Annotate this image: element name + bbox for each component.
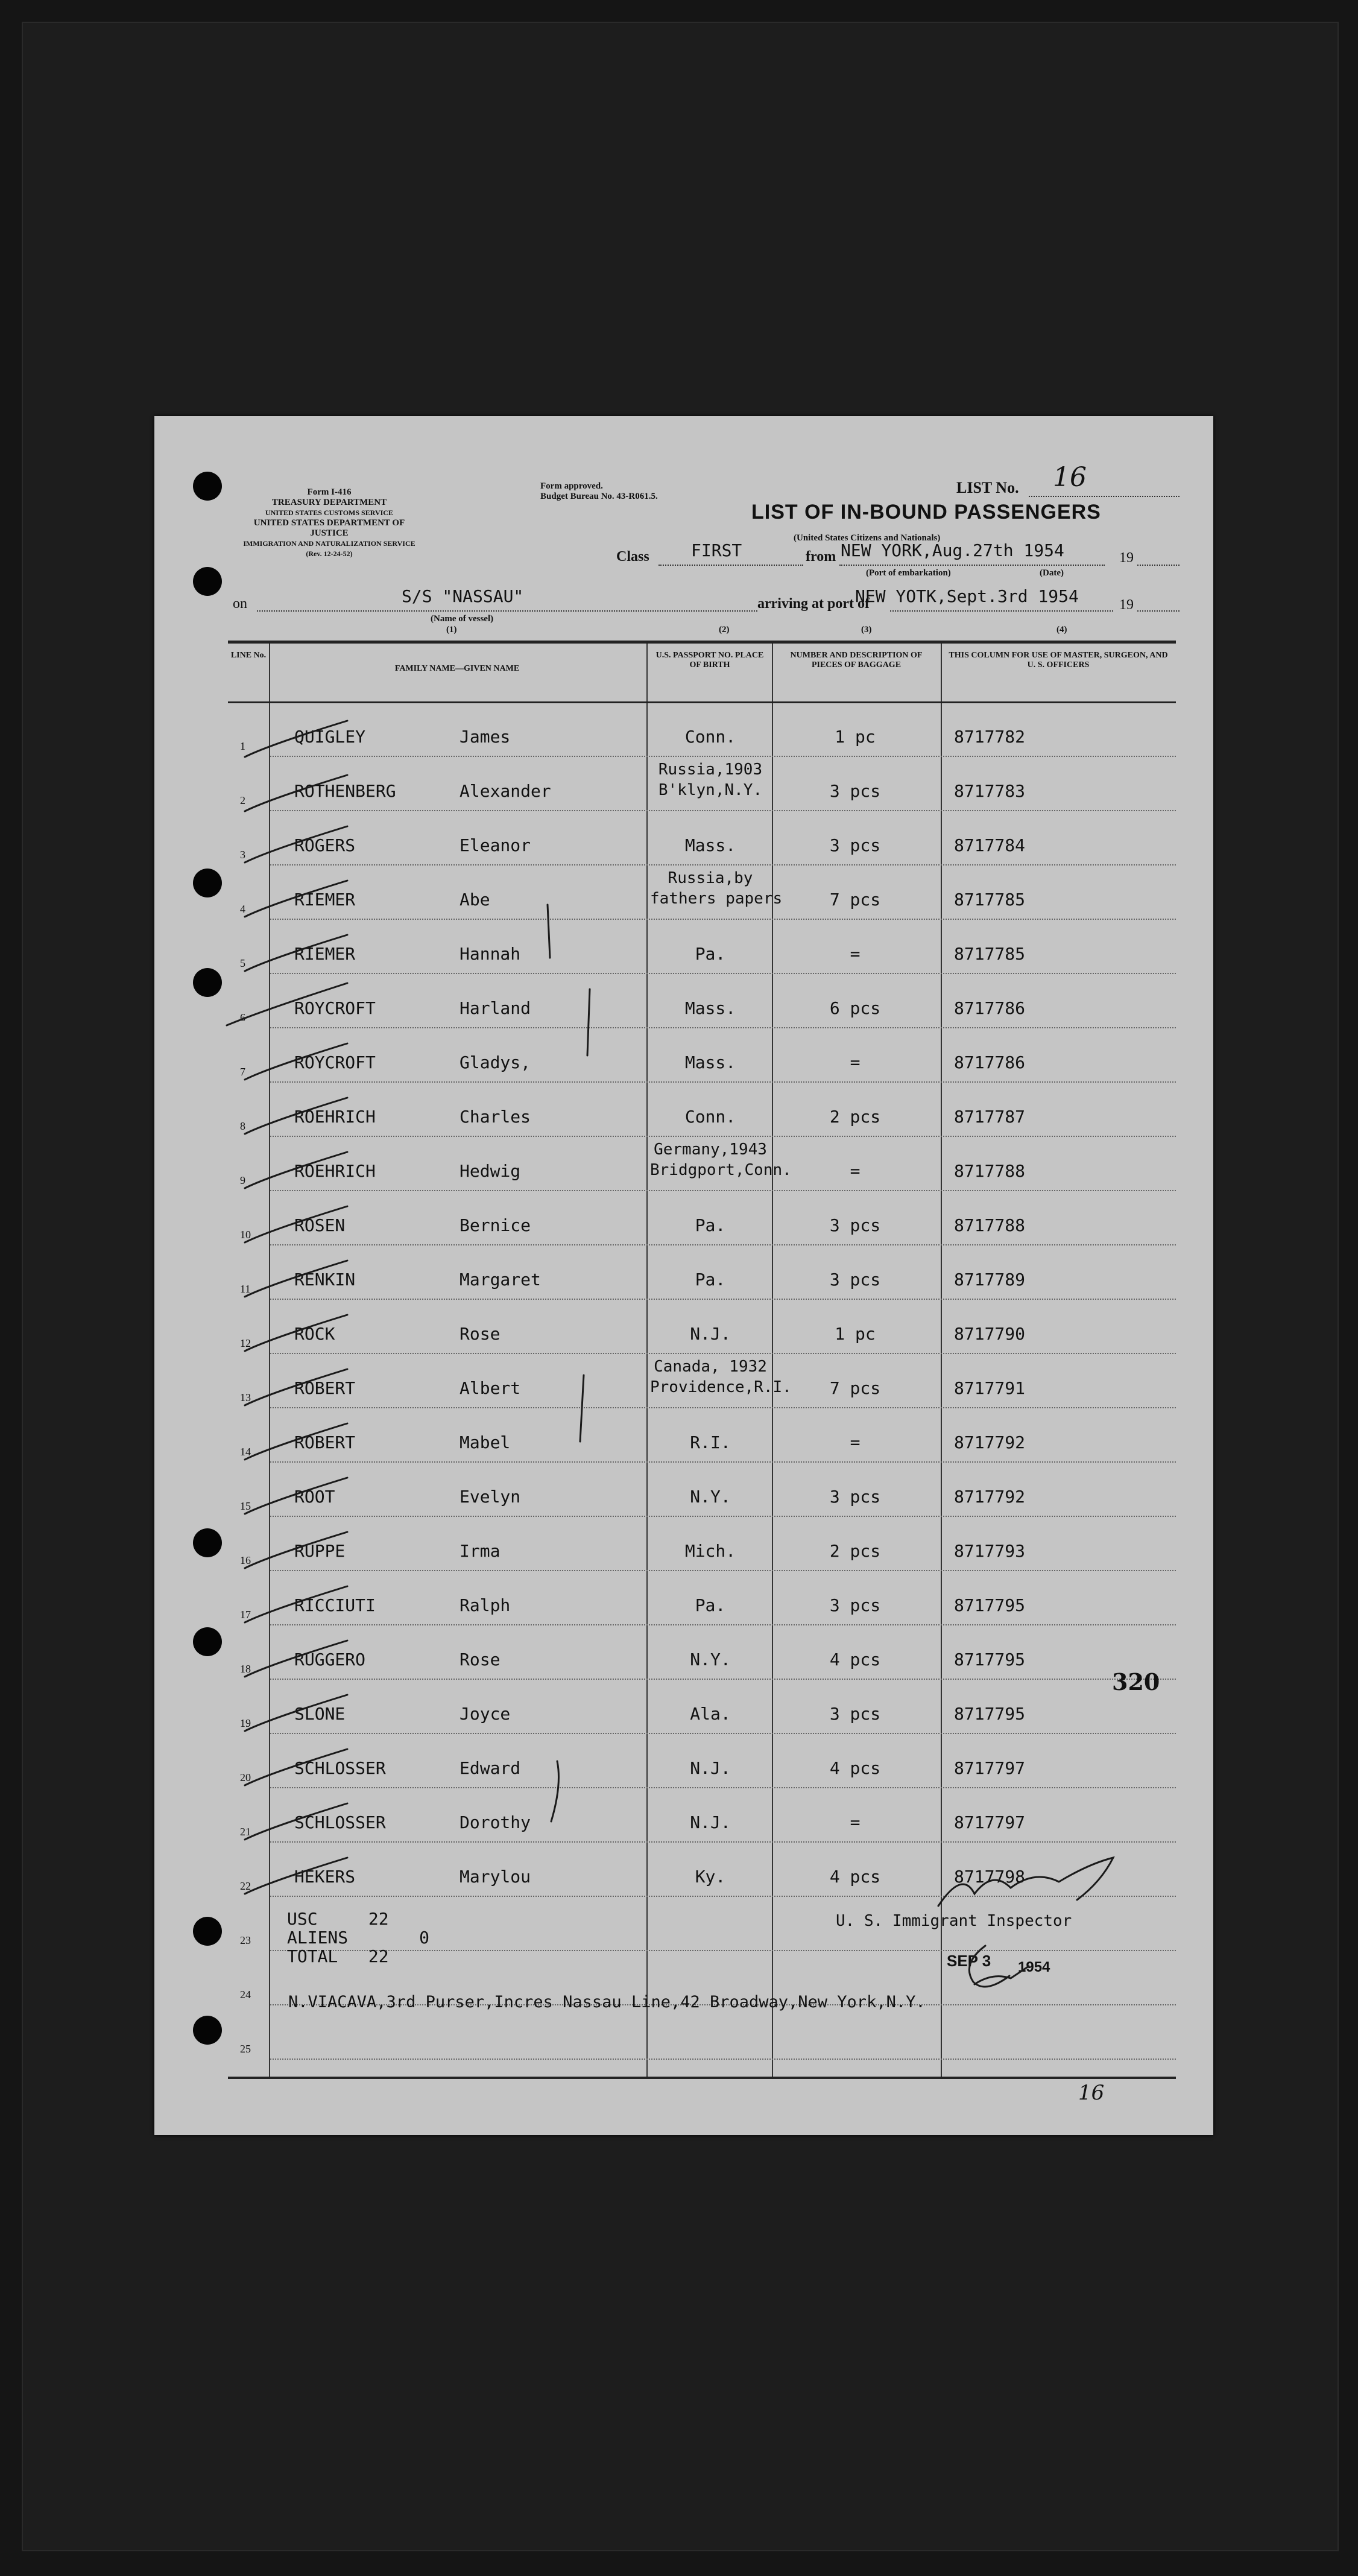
given-name: Charles bbox=[460, 1107, 531, 1127]
vessel-caption: (Name of vessel) bbox=[431, 614, 494, 624]
family-name: ROOT bbox=[294, 1487, 335, 1507]
department-subname: IMMIGRATION AND NATURALIZATION SERVICE bbox=[243, 539, 415, 548]
place-of-birth: R.I. bbox=[690, 1432, 731, 1452]
table-row bbox=[228, 1843, 1176, 1897]
place-of-birth: Ala. bbox=[690, 1704, 731, 1724]
line-number: 25 bbox=[240, 2043, 251, 2055]
given-name: Irma bbox=[460, 1541, 501, 1561]
baggage-count: 2 pcs bbox=[829, 1541, 881, 1561]
officer-reference-number: 8717784 bbox=[954, 835, 1026, 855]
place-of-birth: Mich. bbox=[684, 1541, 736, 1561]
baggage-count: 3 pcs bbox=[829, 781, 881, 801]
family-name: ROEHRICH bbox=[294, 1107, 376, 1127]
baggage-count: = bbox=[850, 1052, 861, 1072]
line-number: 7 bbox=[240, 1066, 245, 1078]
given-name: Albert bbox=[460, 1378, 521, 1398]
family-name: SCHLOSSER bbox=[294, 1758, 386, 1778]
from-underline bbox=[839, 565, 1105, 566]
place-of-birth: N.Y. bbox=[690, 1487, 731, 1507]
form-number: Form I-416 bbox=[307, 487, 352, 497]
table-row bbox=[228, 1300, 1176, 1354]
baggage-count: 1 pc bbox=[835, 727, 876, 747]
table-row bbox=[228, 1245, 1176, 1300]
given-name: Harland bbox=[460, 998, 531, 1018]
place-of-birth: Russia,1903 bbox=[658, 761, 763, 779]
table-row bbox=[228, 1517, 1176, 1571]
page-subtitle: (United States Citizens and Nationals) bbox=[794, 533, 941, 543]
officer-reference-number: 8717786 bbox=[954, 998, 1026, 1018]
officer-reference-number: 8717789 bbox=[954, 1270, 1026, 1290]
table-row bbox=[228, 1734, 1176, 1788]
given-name: Rose bbox=[460, 1324, 501, 1344]
binder-hole bbox=[193, 567, 222, 596]
family-name: RENKIN bbox=[294, 1270, 356, 1290]
place-of-birth-line2: B'klyn,N.Y. bbox=[658, 781, 763, 799]
place-of-birth: Pa. bbox=[695, 944, 726, 964]
family-name: ROGERS bbox=[294, 835, 356, 855]
baggage-count: 3 pcs bbox=[829, 835, 881, 855]
col-officers-header: THIS COLUMN FOR USE OF MASTER, SURGEON, AND U. S. OFFICERS bbox=[949, 651, 1168, 669]
baggage-count: = bbox=[850, 944, 861, 964]
officer-reference-number: 8717795 bbox=[954, 1704, 1026, 1724]
page-title: LIST OF IN-BOUND PASSENGERS bbox=[751, 501, 1101, 524]
line-number: 14 bbox=[240, 1446, 251, 1458]
baggage-count: 3 pcs bbox=[829, 1270, 881, 1290]
total-label: TOTAL bbox=[287, 1946, 338, 1966]
baggage-count: = bbox=[850, 1161, 861, 1181]
place-of-birth: Mass. bbox=[684, 1052, 736, 1072]
place-of-birth-line2: Providence,R.I. bbox=[650, 1378, 792, 1396]
officer-reference-number: 8717785 bbox=[954, 944, 1026, 964]
place-of-birth: Conn. bbox=[684, 1107, 736, 1127]
table-row bbox=[228, 703, 1176, 757]
table-row bbox=[228, 866, 1176, 920]
class-value: FIRST bbox=[691, 540, 742, 560]
line-number: 22 bbox=[240, 1880, 251, 1892]
column-caption-4: (4) bbox=[1056, 625, 1067, 635]
on-label: on bbox=[233, 596, 247, 612]
table-row bbox=[228, 757, 1176, 811]
line-number: 23 bbox=[240, 1934, 251, 1946]
family-name: RICCIUTI bbox=[294, 1595, 376, 1615]
family-name: RUPPE bbox=[294, 1541, 346, 1561]
baggage-count: 3 pcs bbox=[829, 1704, 881, 1724]
place-of-birth: Mass. bbox=[684, 998, 736, 1018]
class-label: Class bbox=[616, 549, 649, 565]
place-of-birth: N.J. bbox=[690, 1812, 731, 1832]
place-of-birth: Germany,1943 bbox=[654, 1141, 767, 1159]
place-of-birth: N.Y. bbox=[690, 1650, 731, 1669]
revision-date: (Rev. 12-24-52) bbox=[306, 549, 353, 558]
family-name: ROCK bbox=[294, 1324, 335, 1344]
given-name: Margaret bbox=[460, 1270, 541, 1290]
place-of-birth: Mass. bbox=[684, 835, 736, 855]
table-row bbox=[228, 1571, 1176, 1625]
officer-reference-number: 8717787 bbox=[954, 1107, 1026, 1127]
binder-hole bbox=[193, 1917, 222, 1946]
line-number: 2 bbox=[240, 794, 245, 806]
given-name: Gladys, bbox=[460, 1052, 531, 1072]
embarkation-caption: (Port of embarkation) bbox=[866, 568, 951, 578]
place-of-birth: N.J. bbox=[690, 1324, 731, 1344]
officer-reference-number: 8717785 bbox=[954, 890, 1026, 910]
table-row bbox=[228, 2005, 1176, 2060]
place-of-birth: Canada, 1932 bbox=[654, 1358, 767, 1376]
line-number: 24 bbox=[240, 1989, 251, 2001]
officer-reference-number: 8717792 bbox=[954, 1487, 1026, 1507]
col-baggage-header: NUMBER AND DESCRIPTION OF PIECES OF BAGGAGE bbox=[790, 651, 923, 669]
total-count: 22 bbox=[368, 1946, 389, 1966]
place-of-birth: Pa. bbox=[695, 1215, 726, 1235]
family-name: ROBERT bbox=[294, 1378, 356, 1398]
given-name: Joyce bbox=[460, 1704, 511, 1724]
given-name: Edward bbox=[460, 1758, 521, 1778]
aliens-label: ALIENS bbox=[287, 1928, 349, 1948]
form-approved-text: Form approved. bbox=[540, 481, 603, 491]
table-row bbox=[228, 920, 1176, 974]
column-caption-2: (2) bbox=[719, 625, 730, 635]
year-prefix: 19 bbox=[1119, 550, 1134, 566]
baggage-count: 4 pcs bbox=[829, 1650, 881, 1669]
col-passport-header: U.S. PASSPORT NO. PLACE OF BIRTH bbox=[655, 651, 764, 669]
table-row bbox=[228, 1625, 1176, 1680]
family-name: RIEMER bbox=[294, 890, 356, 910]
officer-reference-number: 8717793 bbox=[954, 1541, 1026, 1561]
given-name: Bernice bbox=[460, 1215, 531, 1235]
baggage-count: 4 pcs bbox=[829, 1758, 881, 1778]
place-of-birth: Pa. bbox=[695, 1270, 726, 1290]
family-name: ROYCROFT bbox=[294, 1052, 376, 1072]
arriving-label: arriving at port of bbox=[757, 596, 870, 612]
list-number-label: LIST No. bbox=[956, 479, 1019, 496]
officer-reference-number: 8717795 bbox=[954, 1650, 1026, 1669]
vessel-name: S/S "NASSAU" bbox=[402, 586, 524, 606]
usc-count: 22 bbox=[368, 1909, 389, 1929]
table-row bbox=[228, 1463, 1176, 1517]
table-row bbox=[228, 811, 1176, 866]
baggage-count: 7 pcs bbox=[829, 890, 881, 910]
family-name: SCHLOSSER bbox=[294, 1812, 386, 1832]
col-name-header: FAMILY NAME—GIVEN NAME bbox=[394, 664, 520, 673]
officer-reference-number: 8717788 bbox=[954, 1215, 1026, 1235]
line-number: 9 bbox=[240, 1174, 245, 1186]
budget-bureau-text: Budget Bureau No. 43-R061.5. bbox=[540, 492, 658, 501]
table-row bbox=[228, 1137, 1176, 1191]
given-name: Dorothy bbox=[460, 1812, 531, 1832]
place-of-birth: Ky. bbox=[695, 1867, 726, 1887]
department-block bbox=[239, 487, 420, 559]
class-underline bbox=[658, 565, 803, 566]
line-number: 3 bbox=[240, 849, 245, 861]
table-row bbox=[228, 1191, 1176, 1245]
line-number: 6 bbox=[240, 1011, 245, 1024]
baggage-count: 3 pcs bbox=[829, 1215, 881, 1235]
given-name: Rose bbox=[460, 1650, 501, 1669]
port-of-embarkation: NEW YORK,Aug.27th 1954 bbox=[841, 540, 1064, 560]
column-caption-3: (3) bbox=[861, 625, 872, 635]
given-name: Ralph bbox=[460, 1595, 511, 1615]
given-name: Hannah bbox=[460, 944, 521, 964]
table-row bbox=[228, 974, 1176, 1028]
officer-reference-number: 8717797 bbox=[954, 1812, 1026, 1832]
table-row bbox=[228, 1028, 1176, 1083]
given-name: Alexander bbox=[460, 781, 551, 801]
baggage-count: 1 pc bbox=[835, 1324, 876, 1344]
family-name: SLONE bbox=[294, 1704, 346, 1724]
baggage-count: = bbox=[850, 1812, 861, 1832]
baggage-count: 4 pcs bbox=[829, 1867, 881, 1887]
given-name: Marylou bbox=[460, 1867, 531, 1887]
place-of-birth-line2: fathers papers bbox=[650, 890, 783, 908]
officer-reference-number: 8717798 bbox=[954, 1867, 1026, 1887]
totals-block bbox=[287, 1910, 429, 1966]
page-mark: 16 bbox=[1078, 2081, 1105, 2105]
table-row bbox=[228, 1408, 1176, 1463]
list-number-handwritten: 16 bbox=[1053, 462, 1087, 493]
from-label: from bbox=[806, 549, 836, 565]
given-name: James bbox=[460, 727, 511, 747]
line-number: 17 bbox=[240, 1609, 251, 1621]
binder-hole bbox=[193, 869, 222, 897]
given-name: Abe bbox=[460, 890, 490, 910]
officer-reference-number: 8717783 bbox=[954, 781, 1026, 801]
officer-reference-number: 8717782 bbox=[954, 727, 1026, 747]
row-divider bbox=[270, 2059, 1176, 2060]
aliens-count: 0 bbox=[419, 1928, 430, 1948]
given-name: Eleanor bbox=[460, 835, 531, 855]
col-line-no-header: LINE No. bbox=[230, 651, 267, 660]
place-of-birth: N.J. bbox=[690, 1758, 731, 1778]
stamp-date: SEP 3 bbox=[947, 1952, 991, 1970]
stamp-year: 1954 bbox=[1018, 1959, 1050, 1975]
family-name: HEKERS bbox=[294, 1867, 356, 1887]
passenger-manifest-sheet bbox=[154, 416, 1213, 2135]
family-name: QUIGLEY bbox=[294, 727, 366, 747]
family-name: ROSEN bbox=[294, 1215, 346, 1235]
baggage-count: 3 pcs bbox=[829, 1595, 881, 1615]
table-row bbox=[228, 1788, 1176, 1843]
line-number: 21 bbox=[240, 1826, 251, 1838]
approval-block bbox=[540, 481, 658, 502]
place-of-birth-line2: Bridgport,Conn. bbox=[650, 1161, 792, 1179]
binder-hole bbox=[193, 1627, 222, 1656]
family-name: ROTHENBERG bbox=[294, 781, 396, 801]
given-name: Evelyn bbox=[460, 1487, 521, 1507]
usc-label: USC bbox=[287, 1909, 318, 1929]
line-number: 15 bbox=[240, 1500, 251, 1512]
baggage-count: 6 pcs bbox=[829, 998, 881, 1018]
officer-reference-number: 8717790 bbox=[954, 1324, 1026, 1344]
table-row bbox=[228, 1680, 1176, 1734]
line-number: 16 bbox=[240, 1554, 251, 1566]
officer-reference-number: 8717791 bbox=[954, 1378, 1026, 1398]
baggage-count: 3 pcs bbox=[829, 1487, 881, 1507]
binder-hole bbox=[193, 1528, 222, 1557]
given-name: Mabel bbox=[460, 1432, 511, 1452]
vessel-underline bbox=[257, 610, 757, 612]
arrival-underline bbox=[890, 610, 1113, 612]
side-number: 320 bbox=[1112, 1668, 1160, 1695]
place-of-birth: Conn. bbox=[684, 727, 736, 747]
date-caption: (Date) bbox=[1040, 568, 1064, 578]
line-number: 4 bbox=[240, 903, 245, 915]
department-name: UNITED STATES DEPARTMENT OF JUSTICE bbox=[253, 518, 405, 538]
baggage-count: 7 pcs bbox=[829, 1378, 881, 1398]
line-number: 19 bbox=[240, 1717, 251, 1729]
officer-reference-number: 8717792 bbox=[954, 1432, 1026, 1452]
department-name: TREASURY DEPARTMENT bbox=[271, 498, 387, 507]
line-number: 18 bbox=[240, 1663, 251, 1675]
table-row bbox=[228, 1083, 1176, 1137]
purser-line: N.VIACAVA,3rd Purser,Incres Nassau Line,42 Broadway,New York,N.Y. bbox=[288, 1993, 926, 2011]
inspector-title: U. S. Immigrant Inspector bbox=[836, 1912, 1072, 1930]
column-caption-1: (1) bbox=[446, 625, 457, 635]
family-name: ROBERT bbox=[294, 1432, 356, 1452]
baggage-count: 2 pcs bbox=[829, 1107, 881, 1127]
year-underline bbox=[1137, 610, 1180, 612]
family-name: ROEHRICH bbox=[294, 1161, 376, 1181]
passenger-table bbox=[228, 641, 1176, 2079]
line-number: 13 bbox=[240, 1391, 251, 1404]
year-prefix: 19 bbox=[1119, 597, 1134, 613]
place-of-birth: Pa. bbox=[695, 1595, 726, 1615]
year-underline bbox=[1137, 565, 1180, 566]
officer-reference-number: 8717795 bbox=[954, 1595, 1026, 1615]
given-name: Hedwig bbox=[460, 1161, 521, 1181]
family-name: RUGGERO bbox=[294, 1650, 366, 1669]
table-row bbox=[228, 1354, 1176, 1408]
binder-hole bbox=[193, 472, 222, 501]
officer-reference-number: 8717786 bbox=[954, 1052, 1026, 1072]
binder-hole bbox=[193, 2016, 222, 2045]
line-number: 12 bbox=[240, 1337, 251, 1349]
line-number: 10 bbox=[240, 1229, 251, 1241]
line-number: 20 bbox=[240, 1771, 251, 1783]
line-number: 11 bbox=[240, 1283, 251, 1295]
officer-reference-number: 8717788 bbox=[954, 1161, 1026, 1181]
line-number: 1 bbox=[240, 740, 245, 752]
department-subname: UNITED STATES CUSTOMS SERVICE bbox=[265, 508, 393, 517]
line-number: 5 bbox=[240, 957, 245, 969]
family-name: ROYCROFT bbox=[294, 998, 376, 1018]
place-of-birth: Russia,by bbox=[668, 869, 753, 887]
line-number: 8 bbox=[240, 1120, 245, 1132]
binder-hole bbox=[193, 968, 222, 997]
officer-reference-number: 8717797 bbox=[954, 1758, 1026, 1778]
list-number-underline bbox=[1029, 496, 1180, 497]
baggage-count: = bbox=[850, 1432, 861, 1452]
family-name: RIEMER bbox=[294, 944, 356, 964]
port-of-arrival: NEW YOTK,Sept.3rd 1954 bbox=[855, 586, 1079, 606]
